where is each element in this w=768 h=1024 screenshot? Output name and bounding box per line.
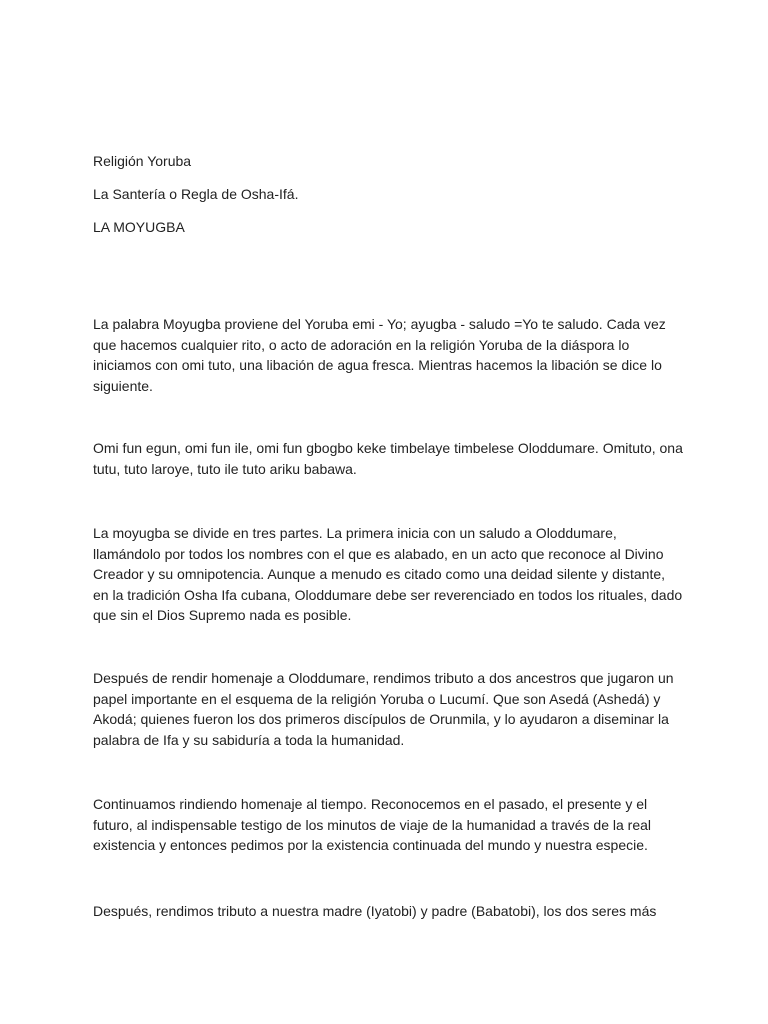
- paragraph-3: La moyugba se divide en tres partes. La primera inicia con un saludo a Oloddumare, llamándolo por todos los nombres con el que es alabado, en un acto que reconoce al Divino Creador y su omnipotencia. Aunque a menudo es citado como una deidad silente y distante, en la tradición Osha Ifa cubana, Oloddumare debe ser reverenciado en todos los rituales, dado que sin el Dios Supremo nada es posible.: [93, 525, 683, 623]
- paragraph-1: La palabra Moyugba proviene del Yoruba emi - Yo; ayugba - saludo =Yo te saludo. Cada vez que hacemos cualquier rito, o acto de adoración en la religión Yoruba de la diáspora lo iniciamos con omi tuto, una libación de agua fresca. Mientras hacemos la libación se dice lo siguiente.: [93, 316, 666, 394]
- paragraph-2: Omi fun egun, omi fun ile, omi fun gbogbo keke timbelaye timbelese Oloddumare. Omituto, ona tutu, tuto laroye, tuto ile tuto ariku babawa.: [93, 440, 683, 477]
- section-heading: LA MOYUGBA: [93, 219, 185, 235]
- paragraph-4: Después de rendir homenaje a Oloddumare, rendimos tributo a dos ancestros que jugaron un papel importante en el esquema de la religión Yoruba o Lucumí. Que son Asedá (Ashedá) y Akodá; quienes fueron los dos primeros discípulos de Orunmila, y lo ayudaron a diseminar la palabra de Ifa y su sabiduría a toda la humanidad.: [93, 670, 674, 748]
- document-subtitle: La Santería o Regla de Osha-Ifá.: [93, 186, 299, 202]
- document-title: Religión Yoruba: [93, 153, 192, 169]
- paragraph-6: Después, rendimos tributo a nuestra madre (Iyatobi) y padre (Babatobi), los dos seres más: [93, 903, 657, 919]
- paragraph-5: Continuamos rindiendo homenaje al tiempo. Reconocemos en el pasado, el presente y el futuro, al indispensable testigo de los minutos de viaje de la humanidad a través de la real existencia y entonces pedimos por la existencia continuada del mundo y nuestra especie.: [93, 796, 652, 853]
